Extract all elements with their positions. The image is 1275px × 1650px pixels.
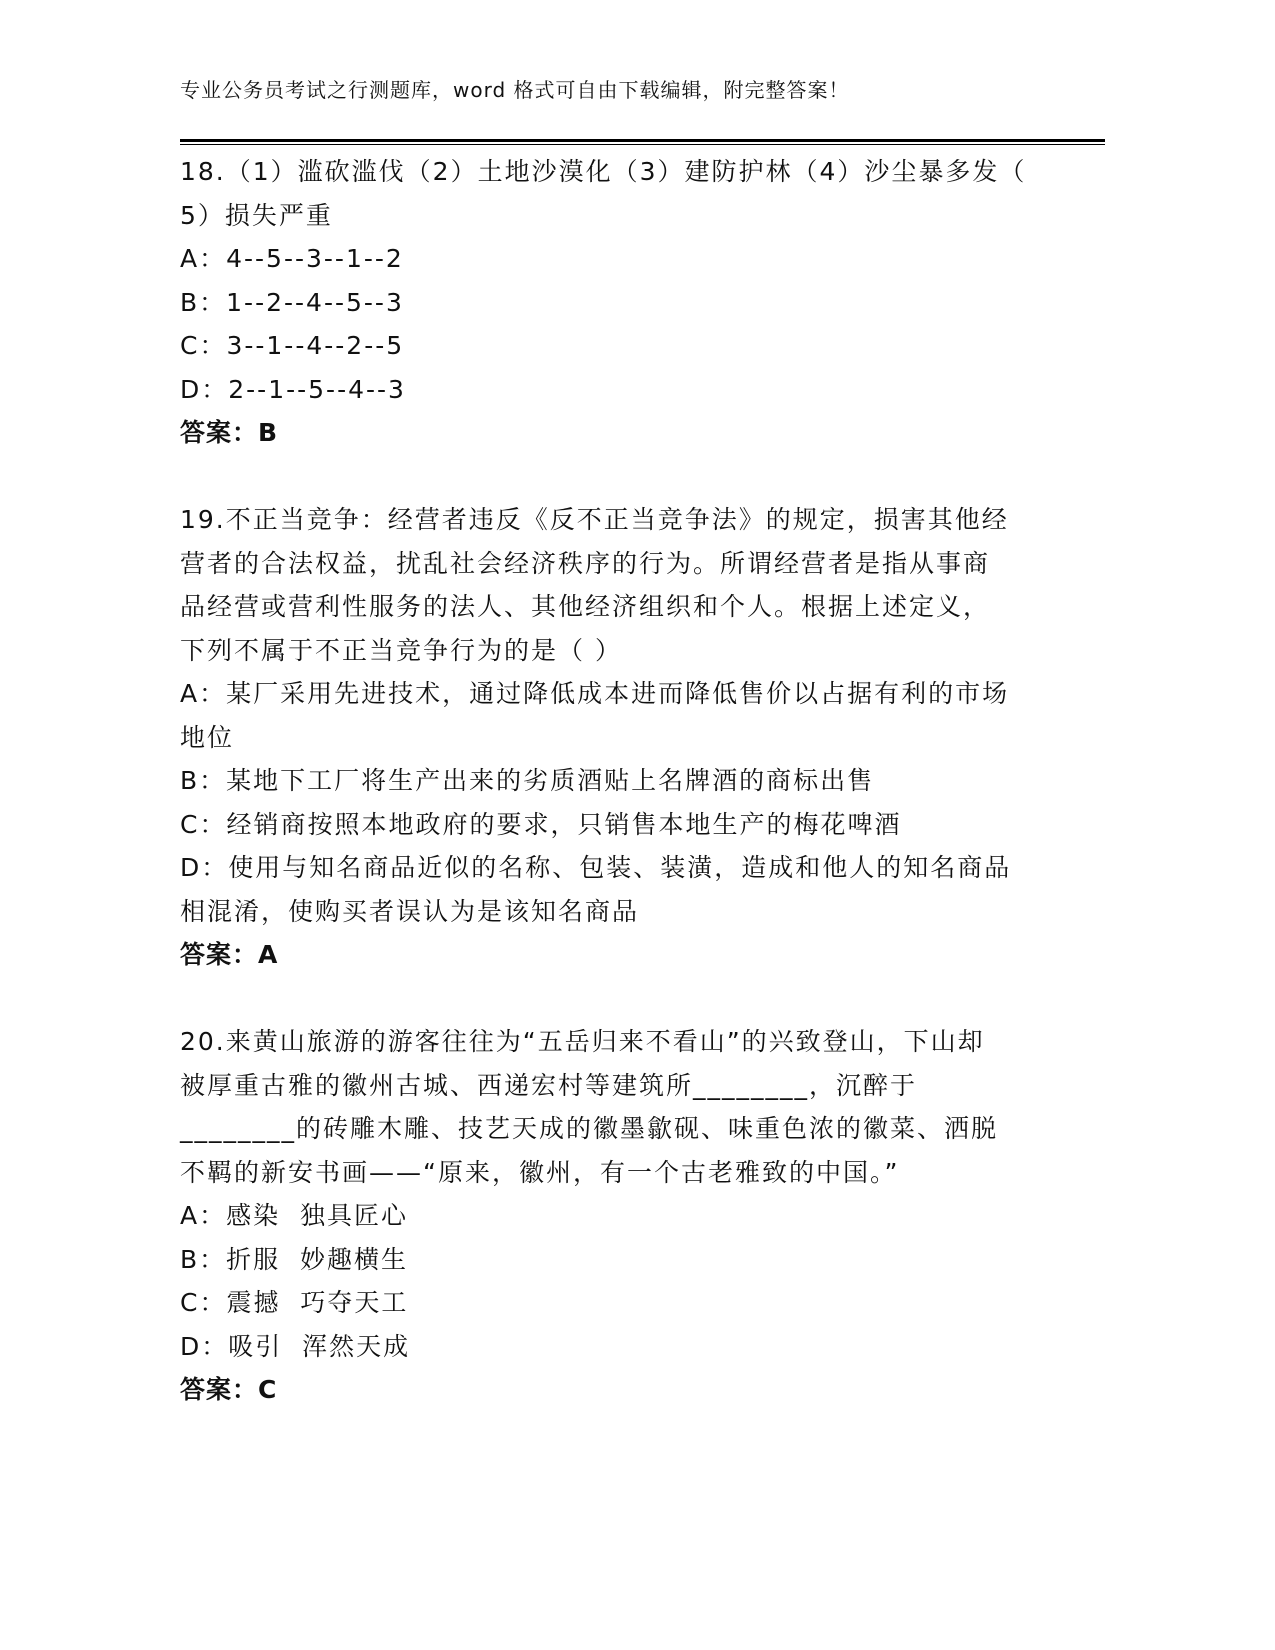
option-line: A：4--5--3--1--2	[180, 244, 404, 273]
option-line: 地位	[180, 722, 235, 752]
blank-line	[180, 977, 1040, 1021]
question-stem-line: ________的砖雕木雕、技艺天成的徽墨歙砚、味重色浓的徽菜、洒脱	[180, 1114, 999, 1143]
option-line: D：吸引 浑然天成	[180, 1331, 411, 1361]
question-stem-line: 18.（1）滥砍滥伐（2）土地沙漠化（3）建防护林（4）沙尘暴多发（	[180, 157, 1027, 186]
answer-key: 答案：A	[180, 940, 279, 969]
header-divider	[180, 139, 1105, 146]
answer-option	[180, 281, 1040, 325]
answer-option	[180, 846, 1040, 933]
question-stem-line: 营者的合法权益，扰乱社会经济秩序的行为。所谓经营者是指从事商	[180, 548, 991, 578]
option-line: B：1--2--4--5--3	[180, 287, 404, 317]
answer-option	[180, 803, 1040, 847]
answer-option	[180, 368, 1040, 412]
question-stem-line: 不羁的新安书画——“原来，徽州，有一个古老雅致的中国。”	[180, 1157, 900, 1187]
question-block	[180, 1020, 1040, 1412]
question-stem-line: 19.不正当竞争：经营者违反《反不正当竞争法》的规定，损害其他经	[180, 505, 1009, 534]
answer-option	[180, 324, 1040, 368]
answer-option	[180, 1194, 1040, 1238]
question-block	[180, 498, 1040, 977]
question-list	[180, 150, 1040, 1412]
answer-option	[180, 1281, 1040, 1325]
answer-key: 答案：C	[180, 1375, 278, 1404]
option-line: B：某地下工厂将生产出来的劣质酒贴上名牌酒的商标出售	[180, 766, 875, 795]
option-line: C：3--1--4--2--5	[180, 331, 405, 360]
option-line: C：经销商按照本地政府的要求，只销售本地生产的梅花啤酒	[180, 809, 902, 839]
answer-option	[180, 237, 1040, 281]
answer-option	[180, 1238, 1040, 1282]
option-line: D：2--1--5--4--3	[180, 374, 406, 404]
question-stem-line: 下列不属于不正当竞争行为的是（ ）	[180, 635, 622, 665]
option-line: 相混淆，使购买者误认为是该知名商品	[180, 896, 640, 926]
question-stem-line: 5）损失严重	[180, 200, 333, 230]
option-line: C：震撼 巧夺天工	[180, 1288, 409, 1317]
page-header: 专业公务员考试之行测题库，word 格式可自由下载编辑，附完整答案！	[180, 78, 850, 102]
question-block	[180, 150, 1040, 455]
answer-option	[180, 759, 1040, 803]
blank-line	[180, 455, 1040, 499]
option-line: A：感染 独具匠心	[180, 1201, 408, 1230]
question-stem-line: 20.来黄山旅游的游客往往为“五岳归来不看山”的兴致登山，下山却	[180, 1027, 985, 1056]
answer-option	[180, 672, 1040, 759]
question-stem-line: 被厚重古雅的徽州古城、西递宏村等建筑所________，沉醉于	[180, 1070, 918, 1100]
answer-option	[180, 1325, 1040, 1369]
question-stem-line: 品经营或营利性服务的法人、其他经济组织和个人。根据上述定义，	[180, 592, 991, 621]
option-line: B：折服 妙趣横生	[180, 1244, 409, 1274]
option-line: A：某厂采用先进技术，通过降低成本进而降低售价以占据有利的市场	[180, 679, 1010, 708]
answer-key: 答案：B	[180, 418, 279, 447]
option-line: D：使用与知名商品近似的名称、包装、装潢，造成和他人的知名商品	[180, 853, 1012, 882]
